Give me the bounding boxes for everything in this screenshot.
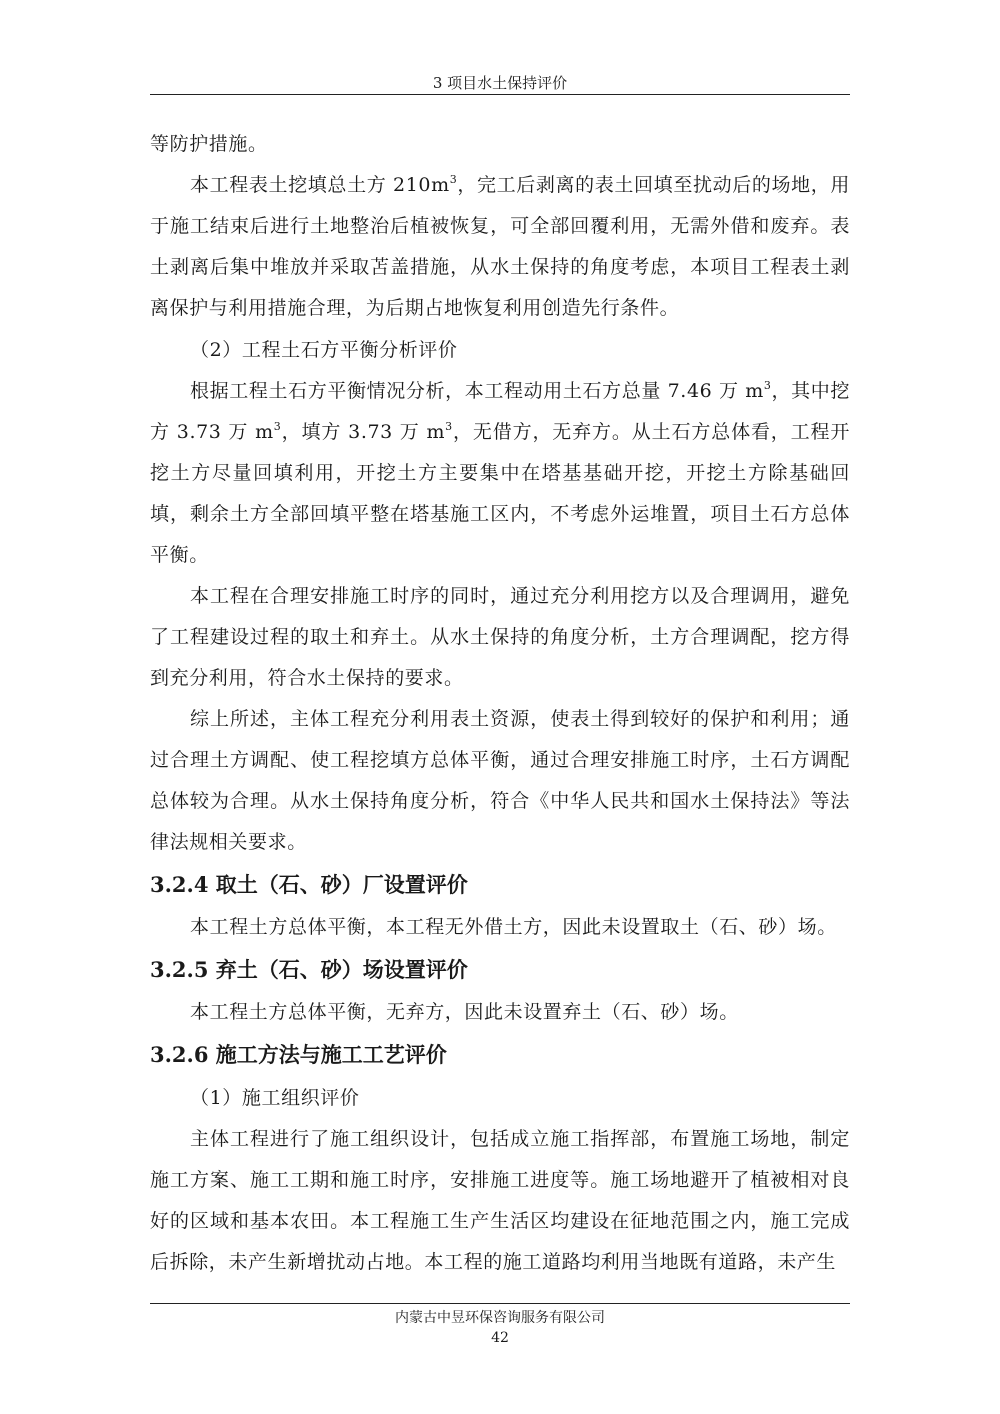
subheading-construction-organization: （1）施工组织评价 bbox=[190, 1087, 360, 1109]
header-rule bbox=[150, 94, 850, 95]
section-heading-3-2-4: 3.2.4 取土（石、砂）厂设置评价 bbox=[150, 872, 468, 897]
paragraph-borrow-site: 本工程土方总体平衡，本工程无外借土方，因此未设置取土（石、砂）场。 bbox=[190, 916, 837, 938]
page-content bbox=[150, 124, 850, 1283]
paragraph-construction-sequence: 本工程在合理安排施工时序的同时，通过充分利用挖方以及合理调用，避免了工程建设过程的取土和弃土。从水土保持的角度分析，土方合理调配，挖方得到充分利用，符合水土保持的要求。 bbox=[150, 585, 850, 689]
section-heading-3-2-5: 3.2.5 弃土（石、砂）场设置评价 bbox=[150, 957, 468, 982]
footer-company: 内蒙古中昱环保咨询服务有限公司 bbox=[395, 1310, 605, 1326]
footer-rule bbox=[150, 1303, 850, 1304]
paragraph-summary: 综上所述，主体工程充分利用表土资源，使表土得到较好的保护和利用；通过合理土方调配、使工程挖填方总体平衡，通过合理安排施工时序，土石方调配总体较为合理。从水土保持角度分析，符合《中华人民共和国水土保持法》等法律法规相关要求。 bbox=[150, 708, 850, 853]
header-title: 3 项目水土保持评价 bbox=[432, 74, 568, 92]
paragraph-earthwork-analysis: 根据工程土石方平衡情况分析，本工程动用土石方总量 7.46 万 $m^3$，其中挖方 3.73 万 $m^3$，填方 3.73 万 $m^3$，无借方，无弃方。从土石方总体看，工程开挖土方尽量回填利用，开挖土方主要集中在塔基基础开挖，开挖土方除基础回填，剩余土方全部回填平整在塔基施工区内，不考虑外运堆置，项目土石方总体平衡。 bbox=[150, 379, 850, 566]
section-heading-3-2-6: 3.2.6 施工方法与施工工艺评价 bbox=[150, 1042, 447, 1067]
paragraph-spoil-site: 本工程土方总体平衡，无弃方，因此未设置弃土（石、砂）场。 bbox=[190, 1001, 739, 1023]
page-header bbox=[150, 0, 850, 95]
paragraph-continuation: 等防护措施。 bbox=[150, 133, 268, 155]
subheading-earthwork-balance: （2）工程土石方平衡分析评价 bbox=[190, 339, 458, 361]
paragraph-topsoil: 本工程表土挖填总土方 $210m^3$，完工后剥离的表土回填至扰动后的场地，用于施工结束后进行土地整治后植被恢复，可全部回覆利用，无需外借和废弃。表土剥离后集中堆放并采取苫盖措施，从水土保持的角度考虑，本项目工程表土剥离保护与利用措施合理，为后期占地恢复利用创造先行条件。 bbox=[150, 173, 850, 319]
page-number: 42 bbox=[491, 1330, 509, 1346]
page-footer bbox=[150, 1295, 850, 1355]
paragraph-construction-organization: 主体工程进行了施工组织设计，包括成立施工指挥部，布置施工场地，制定施工方案、施工工期和施工时序，安排施工进度等。施工场地避开了植被相对良好的区域和基本农田。本工程施工生产生活区均建设在征地范围之内，施工完成后拆除，未产生新增扰动占地。本工程的施工道路均利用当地既有道路，未产生 bbox=[150, 1128, 850, 1273]
